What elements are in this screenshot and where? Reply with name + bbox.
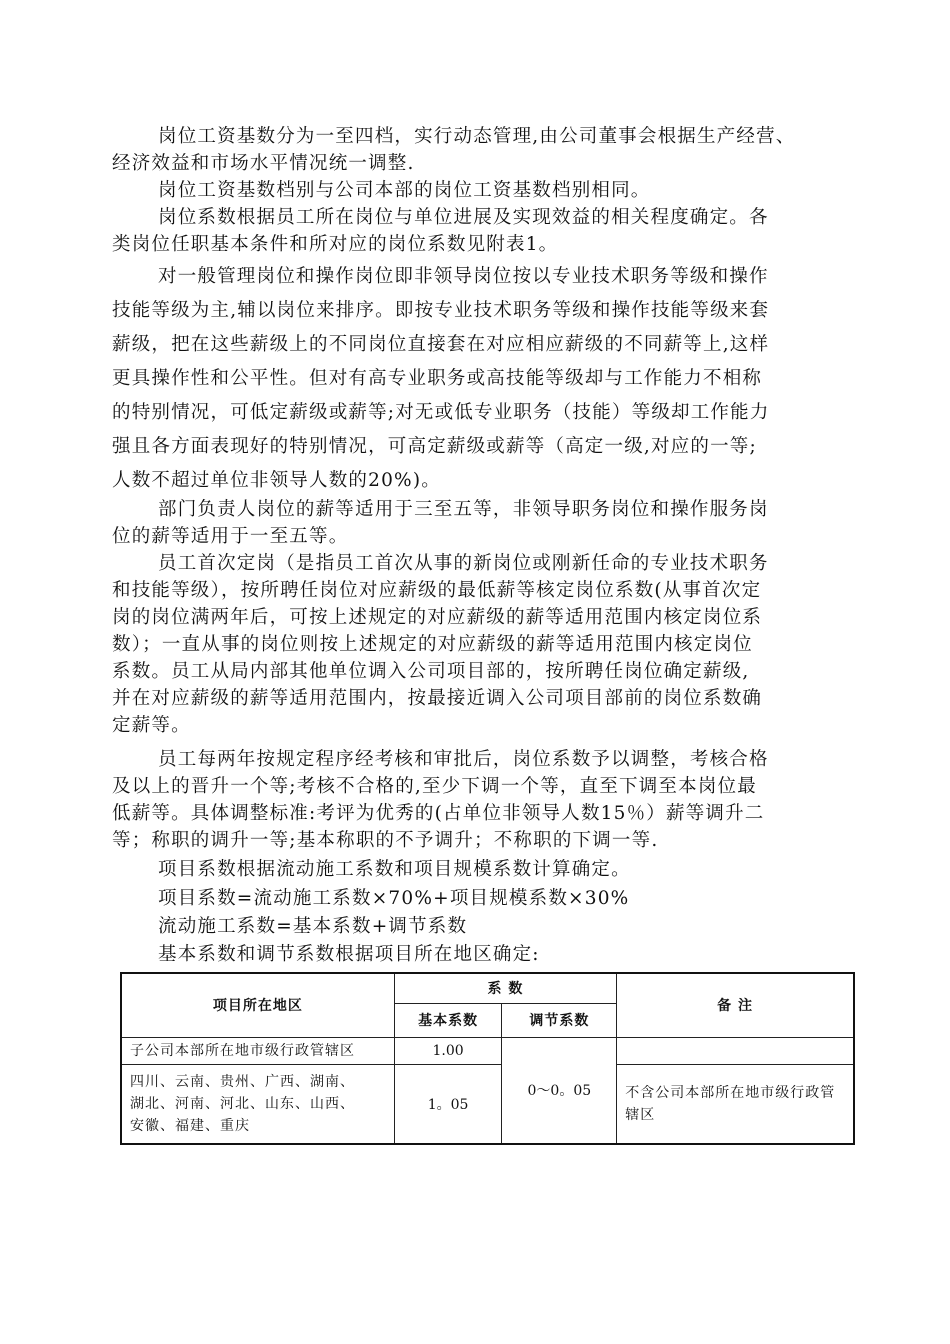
text-line: 岗的岗位满两年后，可按上述规定的对应薪级的薪等适用范围内核定岗位系 — [112, 607, 763, 628]
paragraph-6 — [112, 550, 872, 739]
paragraph-8 — [112, 856, 872, 883]
paragraph-3 — [112, 204, 872, 258]
text-line: 部门负责人岗位的薪等适用于三至五等，非领导职务岗位和操作服务岗 — [158, 499, 769, 520]
paragraph-11 — [112, 941, 872, 968]
text-line: 数）；一直从事的岗位则按上述规定的对应薪级的薪等适用范围内核定岗位 — [112, 634, 753, 655]
text-line: 薪级，把在这些薪级上的不同岗位直接套在对应相应薪级的不同薪等上,这样 — [112, 334, 770, 355]
text-line: 类岗位任职基本条件和所对应的岗位系数见附表1。 — [112, 234, 559, 255]
text-line: 强且各方面表现好的特别情况，可高定薪级或薪等（高定一级,对应的一等; — [112, 436, 757, 457]
paragraph-7 — [112, 746, 872, 854]
text-line: 人数不超过单位非领导人数的20%)。 — [112, 470, 441, 491]
header-basic-coefficient: 基本系数 — [394, 1003, 502, 1037]
paragraph-1 — [112, 123, 872, 177]
region-line: 湖北、河南、河北、山东、山西、 — [130, 1095, 355, 1112]
paragraph-10 — [112, 913, 872, 940]
paragraph-4 — [112, 260, 872, 498]
header-region: 项目所在地区 — [121, 973, 394, 1037]
text-line: 员工首次定岗（是指员工首次从事的新岗位或刚新任命的专业技术职务 — [158, 553, 769, 574]
basic-coefficient-cell: 1。05 — [394, 1064, 502, 1144]
paragraph-2 — [112, 177, 872, 204]
header-note: 备 注 — [617, 973, 854, 1037]
table-row — [121, 1064, 854, 1144]
text-line: 对一般管理岗位和操作岗位即非领导岗位按以专业技术职务等级和操作 — [158, 266, 769, 287]
text-line: 项目系数根据流动施工系数和项目规模系数计算确定。 — [158, 859, 631, 880]
text-line: 等；称职的调升一等;基本称职的不予调升；不称职的下调一等. — [112, 830, 659, 851]
text-line: 的特别情况，可低定薪级或薪等;对无或低专业职务（技能）等级却工作能力 — [112, 402, 770, 423]
text-line: 系数。员工从局内部其他单位调入公司项目部的，按所聘任岗位确定薪级, — [112, 661, 750, 682]
paragraph-9 — [112, 885, 872, 912]
formula-line: 流动施工系数=基本系数+调节系数 — [158, 916, 468, 937]
text-line: 并在对应薪级的薪等适用范围内，按最接近调入公司项目部前的岗位系数确 — [112, 688, 763, 709]
text-line: 岗位工资基数档别与公司本部的岗位工资基数档别相同。 — [158, 180, 651, 201]
header-adjust-coefficient: 调节系数 — [502, 1003, 617, 1037]
region-line: 四川、云南、贵州、广西、湖南、 — [130, 1073, 355, 1090]
text-line: 岗位工资基数分为一至四档，实行动态管理,由公司董事会根据生产经营、 — [158, 126, 796, 147]
text-line: 位的薪等适用于一至五等。 — [112, 526, 349, 547]
formula-line: 项目系数=流动施工系数×70%+项目规模系数×30% — [158, 888, 630, 909]
note-cell — [617, 1037, 854, 1064]
note-cell: 不含公司本部所在地市级行政管辖区 — [617, 1064, 854, 1144]
text-line: 低薪等。具体调整标准:考评为优秀的(占单位非领导人数15％）薪等调升二 — [112, 803, 765, 824]
paragraph-5 — [112, 496, 872, 550]
table-row — [121, 1037, 854, 1064]
text-line: 经济效益和市场水平情况统一调整. — [112, 153, 415, 174]
text-line: 基本系数和调节系数根据项目所在地区确定: — [158, 944, 540, 965]
region-line: 安徽、福建、重庆 — [130, 1117, 250, 1134]
header-coefficient: 系 数 — [394, 973, 617, 1003]
text-line: 员工每两年按规定程序经考核和审批后，岗位系数予以调整，考核合格 — [158, 749, 769, 770]
table-header-row — [121, 973, 854, 1003]
text-line: 更具操作性和公平性。但对有高专业职务或高技能等级却与工作能力不相称 — [112, 368, 763, 389]
text-line: 和技能等级），按所聘任岗位对应薪级的最低薪等核定岗位系数(从事首次定 — [112, 580, 762, 601]
text-line: 定薪等。 — [112, 715, 191, 736]
text-line: 岗位系数根据员工所在岗位与单位进展及实现效益的相关程度确定。各 — [158, 207, 769, 228]
text-line: 及以上的晋升一个等;考核不合格的,至少下调一个等，直至下调至本岗位最 — [112, 776, 757, 797]
region-cell: 子公司本部所在地市级行政管辖区 — [121, 1037, 394, 1064]
region-cell — [121, 1064, 394, 1144]
adjust-coefficient-cell: 0～0。05 — [502, 1037, 617, 1144]
coefficient-table — [120, 972, 855, 1145]
text-line: 技能等级为主,辅以岗位来排序。即按专业技术职务等级和操作技能等级来套 — [112, 300, 770, 321]
basic-coefficient-cell: 1.00 — [394, 1037, 502, 1064]
